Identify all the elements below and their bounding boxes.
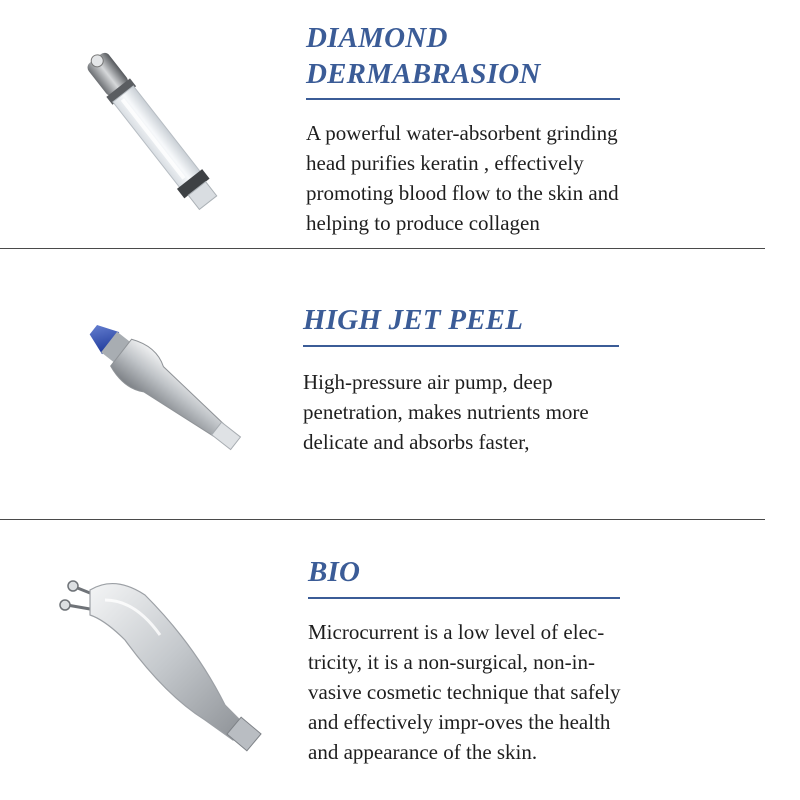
description-line: tricity, it is a non-surgical, non-in- — [308, 650, 595, 674]
section-title — [303, 302, 523, 338]
title-line: DIAMOND — [306, 22, 448, 54]
title-line: HIGH JET PEEL — [303, 304, 524, 336]
section-high-jet-peel — [0, 249, 800, 519]
description-line: delicate and absorbs faster, — [303, 430, 530, 454]
description-line: and effectively impr-oves the health — [308, 710, 611, 734]
section-bio — [0, 520, 800, 800]
title-underline — [303, 345, 619, 347]
title-line: BIO — [308, 556, 361, 588]
section-diamond-dermabrasion — [0, 0, 800, 248]
section-description — [303, 367, 589, 457]
title-underline — [308, 597, 620, 599]
description-line: High-pressure air pump, deep — [303, 370, 553, 394]
description-line: Microcurrent is a low level of elec- — [308, 620, 605, 644]
diamond-handpiece-icon — [50, 45, 250, 215]
bio-microcurrent-handpiece-icon — [45, 565, 275, 765]
section-description — [306, 118, 619, 238]
description-line: penetration, makes nutrients more — [303, 400, 589, 424]
description-line: and appearance of the skin. — [308, 740, 538, 764]
section-title — [306, 20, 541, 92]
section-title — [308, 554, 360, 590]
section-description — [308, 617, 621, 767]
title-line: DERMABRASION — [306, 58, 541, 90]
title-underline — [306, 98, 620, 100]
description-line: vasive cosmetic technique that safely — [308, 680, 621, 704]
description-line: A powerful water-absorbent grinding — [306, 121, 618, 145]
description-line: head purifies keratin , effectively — [306, 151, 584, 175]
description-line: promoting blood flow to the skin and — [306, 181, 619, 205]
description-line: helping to produce collagen — [306, 211, 540, 235]
jet-peel-handpiece-icon — [35, 289, 265, 469]
